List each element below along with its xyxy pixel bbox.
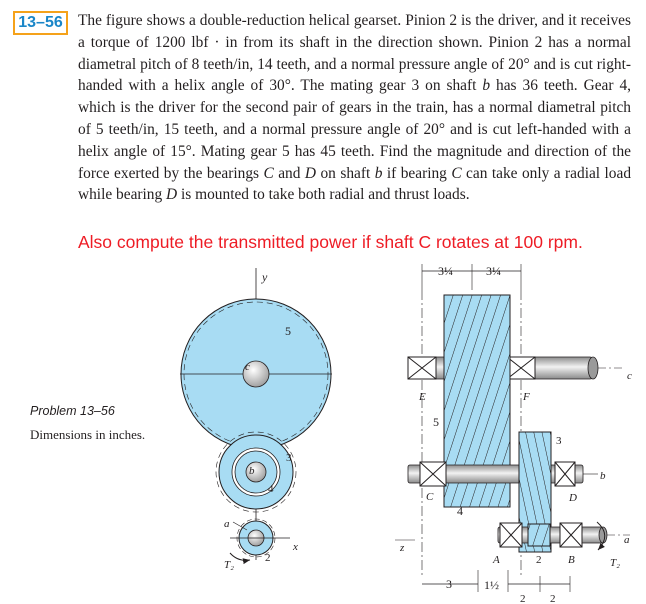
figure-caption-title: Problem 13–56 [30, 404, 115, 418]
side-view [395, 264, 632, 604]
dim-top-2: 3¼ [486, 264, 501, 278]
statement-var: C [263, 164, 274, 182]
z-axis-label: z [400, 542, 405, 554]
statement-var: D [166, 186, 178, 204]
statement-var: b [482, 77, 491, 95]
dim-top-1: 3¼ [438, 264, 453, 278]
shaft-c-end [588, 357, 598, 379]
front-view [180, 268, 332, 571]
statement-var: b [374, 164, 383, 182]
statement-text: can take only a radial load while bearing [78, 164, 632, 204]
gear-4-label: 4 [268, 483, 274, 495]
torque-side-label: T₂ [610, 557, 620, 569]
dim-bottom-3: 3 [446, 577, 452, 591]
torque-label: T₂ [224, 559, 234, 571]
bearing-c-label: C [426, 491, 434, 503]
gear-2-label: 2 [265, 552, 271, 564]
shaft-a-label: a [624, 534, 630, 546]
extra-question: Also compute the transmitted power if shaft C rotates at 100 rpm. [78, 232, 583, 252]
dim-bottom-2a: 2 [520, 593, 526, 604]
gear-5-side-label: 5 [433, 415, 439, 429]
bearing-e-label: E [419, 391, 426, 403]
bearing-b-label: B [568, 554, 575, 566]
gear-5-label: 5 [285, 324, 291, 338]
gear-2-side [528, 524, 550, 546]
center-b-label: b [249, 465, 255, 477]
gear-2-side-label: 2 [536, 554, 542, 566]
statement-text: and [273, 164, 305, 182]
statement-text: The figure shows a double-reduction helical gearset. Pinion 2 is the driver, and it receives a torque of 1200 lbf · in from its shaft in the direction shown. Pinion 2 has a normal diametral pitch of 8 teeth/in, 14 teeth, and a normal pressure angle of 20° and is cut right-handed with a helix angle of 30°. The mating gear 3 on shaft [78, 12, 631, 95]
statement-text: has 36 teeth. Gear 4, which is the driver for the second pair of gears in the train, has a normal diametral pitch of 5 teeth/in, 15 teeth, and a normal pressure angle of 20° and is cut left-handed with a helix angle of 15°. Mating gear 5 has 45 teeth. Find the magnitude and direction of the force exerted by the bearings [78, 77, 631, 182]
bearing-f-label: F [523, 391, 530, 403]
statement-var: C [451, 164, 462, 182]
statement-var: D [304, 164, 317, 182]
gear-3-label: 3 [286, 452, 292, 464]
shaft-a-label: a [224, 518, 230, 530]
dim-bottom-2b: 2 [550, 593, 556, 604]
statement-text: if bearing [382, 164, 452, 182]
gear-3-side-label: 3 [556, 435, 562, 447]
bearing-a-label: A [493, 554, 500, 566]
x-axis-label: x [293, 541, 298, 553]
dim-bottom-1-half: 1½ [484, 578, 499, 592]
center-c-label: c [245, 361, 250, 373]
figure-caption-subtitle: Dimensions in inches. [30, 427, 146, 442]
gear-4-side-label: 4 [457, 504, 463, 518]
statement-text: on shaft [316, 164, 375, 182]
shaft-c-label: c [627, 370, 632, 382]
y-axis-label: y [262, 270, 268, 284]
statement-text: is mounted to take both radial and thrust loads. [177, 186, 470, 204]
problem-number-badge: 13–56 [13, 11, 68, 35]
shaft-b-label: b [600, 470, 606, 482]
bearing-d-label: D [569, 492, 577, 504]
